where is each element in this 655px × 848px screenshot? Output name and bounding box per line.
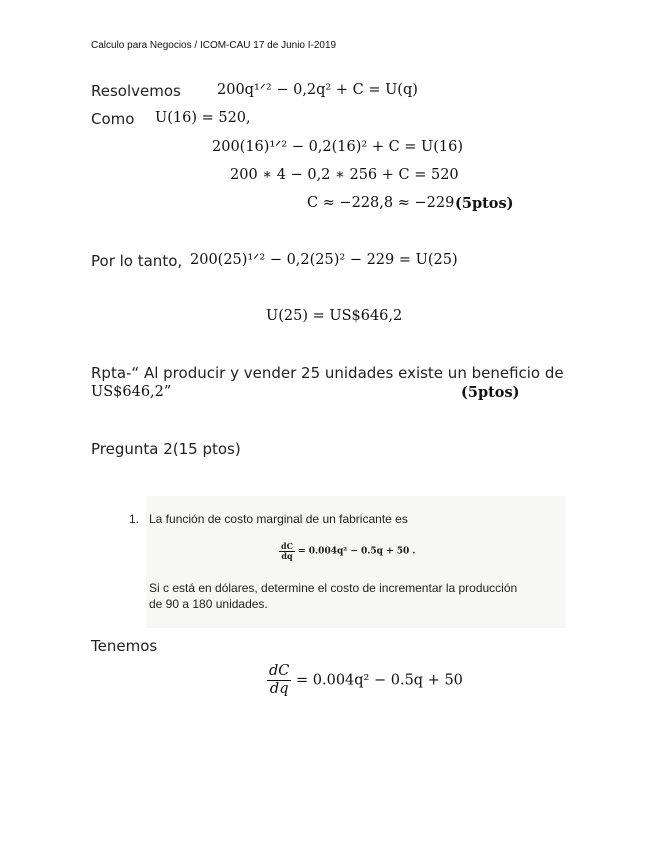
por-lo-tanto-label: Por lo tanto,: [91, 252, 183, 270]
problem-line-2: de 90 a 180 unidades.: [149, 597, 268, 611]
problem-equation: [279, 542, 416, 561]
equation-general-solution: 200q¹ᐟ² − 0,2q² + C = U(q): [217, 82, 418, 98]
problem-line-1: Si c está en dólares, determine el costo de incrementar la producción: [149, 581, 518, 595]
problem-fraction-denominator: dq: [281, 551, 293, 561]
tenemos-label: Tenemos: [91, 637, 158, 655]
final-equation-rhs: = 0.004q² − 0.5q + 50: [296, 672, 463, 689]
final-fraction-numerator: dC: [269, 663, 290, 679]
page-header: Calculo para Negocios / ICOM-CAU 17 de Junio I-2019: [91, 40, 337, 51]
final-fraction: [267, 663, 291, 698]
equation-result: U(25) = US$646,2: [266, 308, 403, 324]
points-label-2: (5ptos): [461, 384, 520, 401]
equation-evaluation: 200 ∗ 4 − 0,2 ∗ 256 + C = 520: [230, 167, 459, 183]
answer-value: US$646,2”: [91, 384, 172, 400]
problem-fraction: [279, 542, 295, 561]
equation-substitution: 200(16)¹ᐟ² − 0,2(16)² + C = U(16): [212, 139, 464, 155]
answer-text: Rpta-“ Al producir y vender 25 unidades existe un beneficio de: [91, 364, 564, 382]
problem-box: [129, 496, 566, 628]
problem-fraction-numerator: dC: [281, 541, 293, 551]
equation-constant: C ≈ −228,8 ≈ −229: [307, 195, 455, 211]
resolvemos-label: Resolvemos: [91, 82, 181, 100]
points-label-1: (5ptos): [455, 195, 514, 212]
question-heading: Pregunta 2(15 ptos): [91, 440, 241, 458]
problem-equation-rhs: = 0.004q² − 0.5q + 50 .: [298, 546, 416, 557]
como-label: Como: [91, 110, 135, 128]
final-fraction-denominator: dq: [269, 681, 289, 697]
equation-condition: U(16) = 520,: [155, 110, 251, 126]
problem-intro: La función de costo marginal de un fabricante es: [149, 512, 408, 526]
problem-number: 1.: [129, 512, 140, 526]
final-equation: [267, 663, 463, 698]
equation-u25: 200(25)¹ᐟ² − 0,2(25)² − 229 = U(25): [190, 252, 458, 268]
